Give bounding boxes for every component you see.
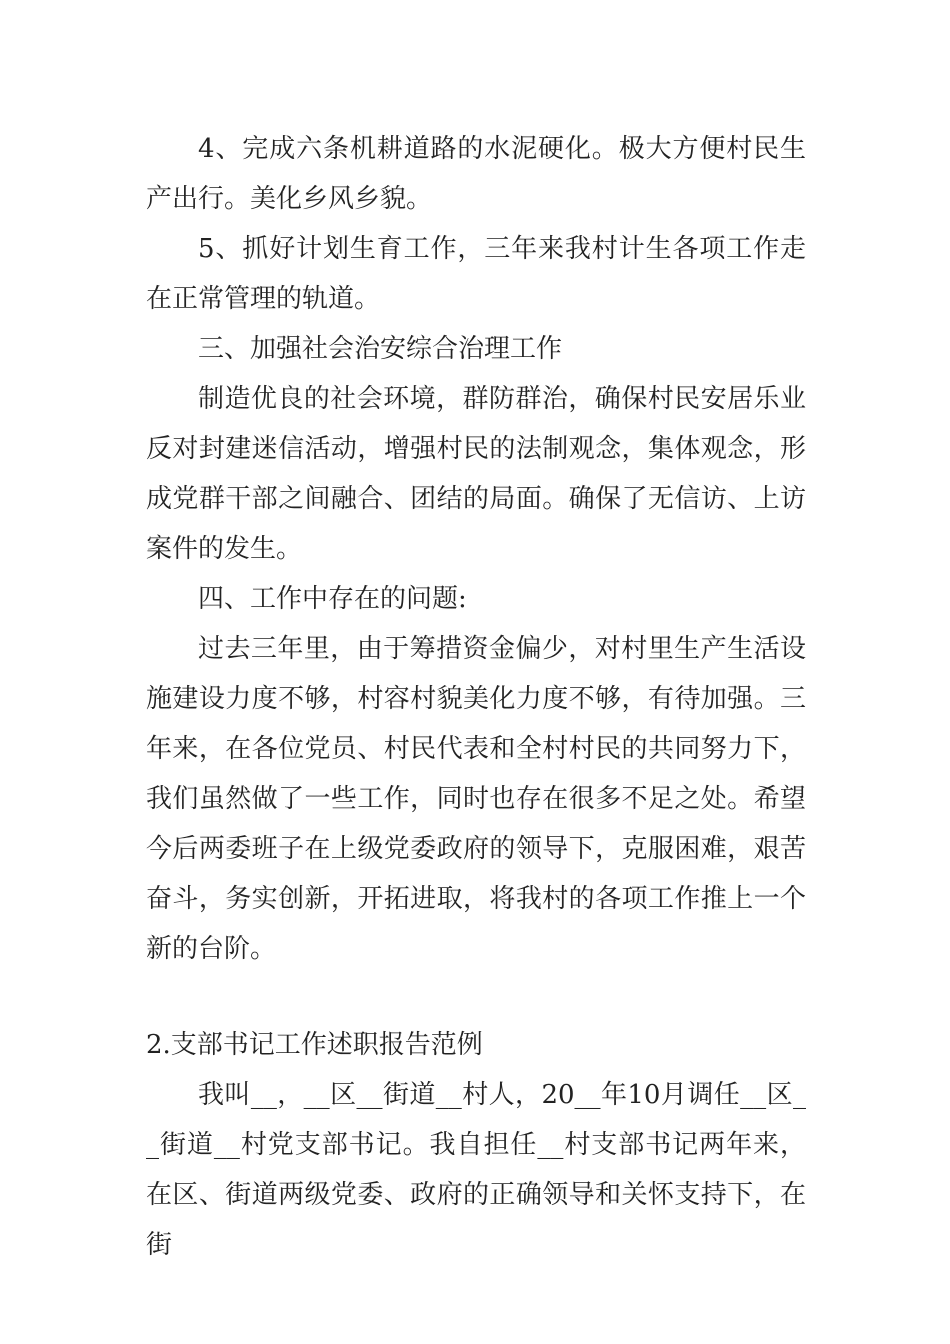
paragraph-item-5: 5、抓好计划生育工作，三年来我村计生各项工作走在正常管理的轨道。 [146, 234, 806, 314]
heading-section-4: 四、工作中存在的问题: [198, 584, 467, 614]
paragraph-section-4: 过去三年里，由于筹措资金偏少，对村里生产生活设施建设力度不够，村容村貌美化力度不够，有待加强。三年来，在各位党员、村民代表和全村村民的共同努力下，我们虽然做了一些工作，同时也存在很多不足之处。希望今后两委班子在上级党委政府的领导下，克服困难，艰苦奋斗，务实创新，开拓进取，将我村的各项工作推上一个新的台阶。 [146, 634, 806, 964]
section-title: 2.支部书记工作述职报告范例 [146, 1030, 483, 1060]
paragraph-item-4: 4、完成六条机耕道路的水泥硬化。极大方便村民生产出行。美化乡风乡貌。 [146, 134, 806, 214]
paragraph-report-intro: 我叫__，__区__街道__村人，20__年10月调任__区__街道__村党支部书记。我自担任__村支部书记两年来，在区、街道两级党委、政府的正确领导和关怀支持下，在街 [146, 1080, 806, 1260]
heading-section-3: 三、加强社会治安综合治理工作 [198, 334, 563, 364]
document-page [146, 124, 806, 1270]
paragraph-section-3: 制造优良的社会环境，群防群治，确保村民安居乐业反对封建迷信活动，增强村民的法制观念，集体观念，形成党群干部之间融合、团结的局面。确保了无信访、上访案件的发生。 [146, 384, 806, 564]
